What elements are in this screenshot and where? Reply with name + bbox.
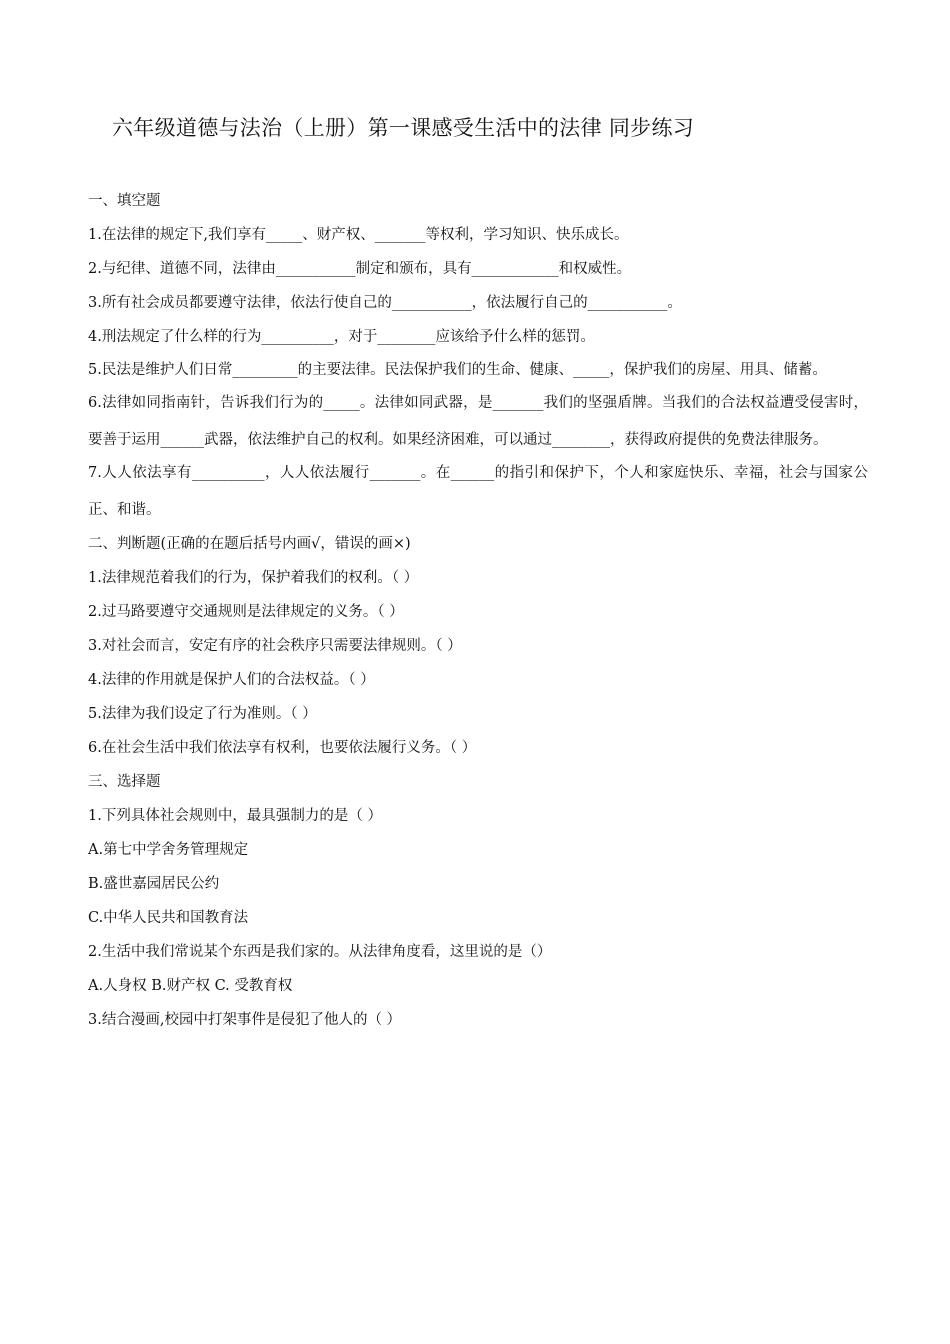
true-false-question-3: 3.对社会而言，安定有序的社会秩序只需要法律规则。（ ） [88,638,462,654]
fill-blank-question-6: 6.法律如同指南针，告诉我们行为的_____。法律如同武器，是_______我们的坚强盾牌。当我们的合法权益遭受侵害时，要善于运用______武器，依法维护自己的权利。如果经济困难，可以通过________，获得政府提供的免费法律服务。 [88,395,868,448]
choice-question-1-option-b: B.盛世嘉园居民公约 [88,876,220,892]
fill-blank-question-2: 2.与纪律、道德不同，法律由___________制定和颁布，具有____________和权威性。 [88,261,632,277]
true-false-question-4: 4.法律的作用就是保护人们的合法权益。（ ） [88,672,375,688]
document-body [88,190,868,1043]
section-heading-true-false: 二、判断题(正确的在题后括号内画√，错误的画×) [88,536,411,552]
true-false-question-1: 1.法律规范着我们的行为，保护着我们的权利。（ ） [88,570,419,586]
true-false-question-6: 6.在社会生活中我们依法享有权利，也要依法履行义务。（ ） [88,740,477,756]
fill-blank-question-4: 4.刑法规定了什么样的行为__________，对于________应该给予什么样的惩罚。 [88,329,595,345]
choice-question-2: 2.生活中我们常说某个东西是我们家的。从法律角度看，这里说的是（） [88,944,552,960]
fill-blank-question-7: 7.人人依法享有__________，人人依法履行_______。在______的指引和保护下，个人和家庭快乐、幸福，社会与国家公正、和谐。 [88,465,868,518]
fill-blank-question-1: 1.在法律的规定下,我们享有_____、财产权、_______等权利，学习知识、快乐成长。 [88,227,629,243]
choice-question-2-options: A.人身权 B.财产权 C. 受教育权 [88,978,293,994]
choice-question-1-option-a: A.第七中学舍务管理规定 [88,842,249,858]
choice-question-1: 1.下列具体社会规则中，最具强制力的是（ ） [88,808,382,824]
fill-blank-question-5: 5.民法是维护人们日常_________的主要法律。民法保护我们的生命、健康、_____，保护我们的房屋、用具、储蓄。 [88,362,827,378]
choice-question-3: 3.结合漫画,校园中打架事件是侵犯了他人的（ ） [88,1012,402,1028]
page-title: 六年级道德与法治（上册）第一课感受生活中的法律 同步练习 [112,116,695,140]
true-false-question-2: 2.过马路要遵守交通规则是法律规定的义务。（ ） [88,604,404,620]
section-heading-fill-blank: 一、填空题 [88,193,161,209]
choice-question-1-option-c: C.中华人民共和国教育法 [88,910,249,926]
true-false-question-5: 5.法律为我们设定了行为准则。（ ） [88,706,317,722]
section-heading-multiple-choice: 三、选择题 [88,774,161,790]
fill-blank-question-3: 3.所有社会成员都要遵守法律，依法行使自己的___________，依法履行自己的___________。 [88,295,682,311]
